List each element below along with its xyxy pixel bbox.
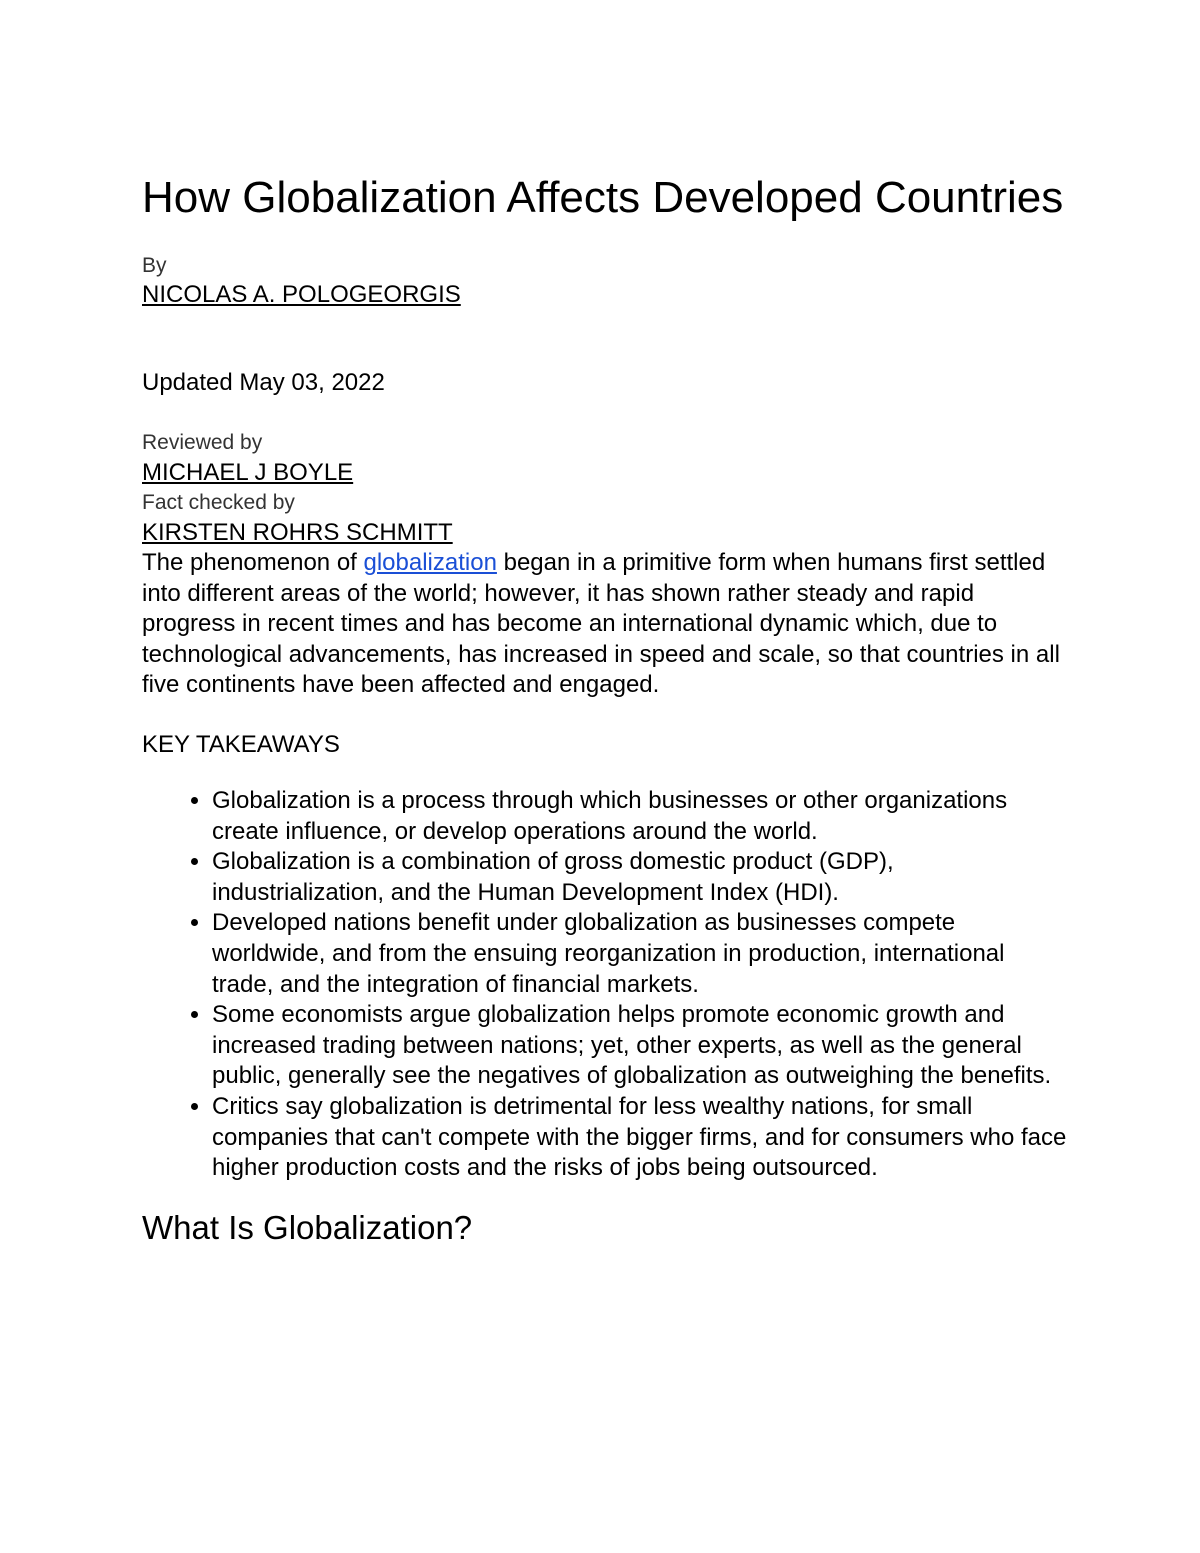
list-item: • Globalization is a process through which businesses or other organizations create influence, or develop operations around the world. <box>212 786 1072 847</box>
reviewer-link[interactable]: MICHAEL J BOYLE <box>142 459 354 486</box>
reviewed-by-label: Reviewed by <box>142 431 263 454</box>
document-page <box>142 170 1072 1248</box>
list-item: • Some economists argue globalization helps promote economic growth and increased trading between nations; yet, other experts, as well as the general public, generally see the negatives of globalization as outweighing the benefits. <box>212 1000 1072 1092</box>
fact-checked-label: Fact checked by <box>142 491 295 514</box>
intro-text-end: began in a primitive form when humans first settled into different areas of the world; however, it has shown rather steady and rapid progress in recent times and has become an international dynamic which, due to technological advancements, has increased in speed and scale, so that countries in all five continents have been affected and engaged. <box>142 549 1060 699</box>
fact-checker-link[interactable]: KIRSTEN ROHRS SCHMITT <box>142 519 453 546</box>
byline-label: By <box>142 254 167 277</box>
section-heading: What Is Globalization? <box>142 1208 473 1246</box>
list-item: • Globalization is a combination of gross domestic product (GDP), industrialization, and the Human Development Index (HDI). <box>212 847 1072 908</box>
key-takeaways-list <box>142 786 1072 1184</box>
list-item: • Developed nations benefit under globalization as businesses compete worldwide, and from the ensuing reorganization in production, international trade, and the integration of financial markets. <box>212 908 1072 1000</box>
page-title: How Globalization Affects Developed Countries <box>142 173 1064 222</box>
key-takeaways-heading: KEY TAKEAWAYS <box>142 730 340 758</box>
list-item: • Critics say globalization is detrimental for less wealthy nations, for small companies that can't compete with the bigger firms, and for consumers who face higher production costs and the risks of jobs being outsourced. <box>212 1092 1072 1184</box>
intro-paragraph <box>142 548 1072 701</box>
globalization-link[interactable]: globalization <box>363 549 497 576</box>
updated-date: Updated May 03, 2022 <box>142 369 385 396</box>
intro-text-start: The phenomenon of <box>142 549 364 576</box>
author-link[interactable]: NICOLAS A. POLOGEORGIS <box>142 281 461 308</box>
